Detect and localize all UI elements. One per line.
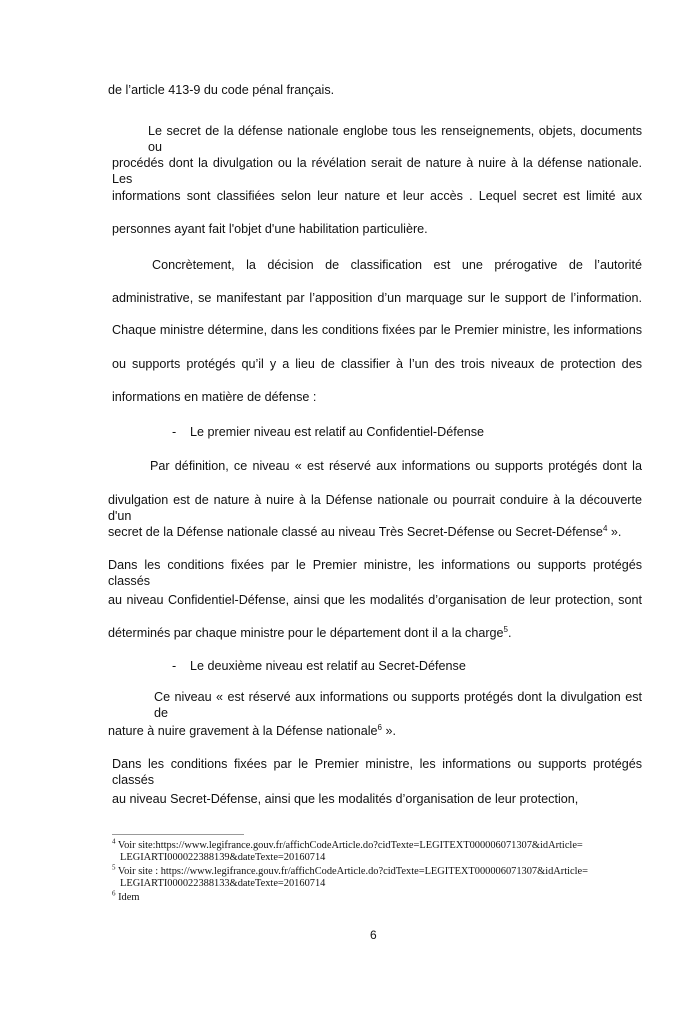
body-text-line: de l’article 413-9 du code pénal français.	[108, 83, 335, 97]
text-segment: secret de la Défense nationale classé au niveau Très Secret-Défense ou Secret-Défense	[108, 525, 603, 539]
text-segment: .	[507, 626, 512, 640]
body-text-line: au niveau Confidentiel-Défense, ainsi que les modalités d’organisation de leur protection, sont	[108, 593, 642, 607]
body-text-line: Dans les conditions fixées par le Premier ministre, les informations ou supports protégés classés	[108, 558, 642, 588]
footnote	[112, 837, 583, 852]
text-segment: ».	[382, 724, 397, 738]
footnote-text: Voir site:https://www.legifrance.gouv.fr/affichCodeArticle.do?cidTexte=LEGITEXT000006071307&idArticle=	[115, 840, 583, 851]
body-text-line: Chaque ministre détermine, dans les conditions fixées par le Premier ministre, les informations	[112, 323, 642, 337]
bullet-text: Le deuxième niveau est relatif au Secret-Défense	[190, 659, 466, 673]
bullet-text: Le premier niveau est relatif au Confidentiel-Défense	[190, 425, 485, 439]
footnote-ref: 5	[503, 624, 508, 634]
body-text-line: Ce niveau « est réservé aux informations ou supports protégés dont la divulgation est de	[154, 690, 642, 720]
footnote-number: 4	[112, 837, 116, 846]
body-text-line: procédés dont la divulgation ou la révélation serait de nature à nuire à la défense nationale. Les	[112, 156, 642, 186]
footnote-divider	[112, 834, 244, 835]
bullet-dash: -	[172, 425, 177, 439]
body-text-line: personnes ayant fait l'objet d'une habilitation particulière.	[112, 222, 428, 236]
footnote-number: 6	[112, 889, 116, 898]
body-text-line: au niveau Secret-Défense, ainsi que les modalités d’organisation de leur protection,	[112, 792, 579, 806]
footnote-ref: 4	[602, 523, 608, 533]
body-text-line: ou supports protégés qu’il y a lieu de classifier à l’un des trois niveaux de protection des	[112, 357, 642, 371]
body-text-line: administrative, se manifestant par l’apposition d’un marquage sur le support de l’information.	[112, 291, 642, 305]
text-segment: ».	[607, 525, 622, 539]
body-text-line: Le secret de la défense nationale englobe tous les renseignements, objets, documents ou	[148, 124, 642, 154]
body-text-line	[108, 625, 511, 641]
footnote-text: Idem	[115, 892, 140, 903]
bullet-dash: -	[172, 659, 177, 673]
footnote	[112, 863, 588, 878]
body-text-line: divulgation est de nature à nuire à la Défense nationale ou pourrait conduire à la découverte d'un	[108, 493, 642, 523]
footnote	[112, 889, 140, 904]
footnote-number: 5	[112, 863, 116, 872]
bullet-item	[172, 658, 466, 674]
body-text-line: Par définition, ce niveau « est réservé aux informations ou supports protégés dont la	[150, 459, 642, 473]
text-segment: déterminés par chaque ministre pour le département dont il a la charge	[108, 626, 504, 640]
body-text-line: Concrètement, la décision de classification est une prérogative de l’autorité	[152, 258, 642, 272]
body-text-line: informations sont classifiées selon leur nature et leur accès . Lequel secret est limité aux	[112, 189, 642, 203]
body-text-line: Dans les conditions fixées par le Premier ministre, les informations ou supports protégés classés	[112, 757, 642, 787]
text-segment: nature à nuire gravement à la Défense nationale	[108, 724, 378, 738]
footnote-text: Voir site : https://www.legifrance.gouv.fr/affichCodeArticle.do?cidTexte=LEGITEXT000006071307&idArticle=	[115, 866, 588, 877]
footnote-ref: 6	[377, 722, 382, 732]
footnote-continuation: LEGIARTI000022388139&dateTexte=20160714	[120, 852, 326, 863]
body-text-line: informations en matière de défense :	[112, 390, 317, 404]
bullet-item	[172, 424, 484, 440]
body-text-line	[108, 723, 396, 739]
body-text-line	[108, 524, 621, 540]
page-number: 6	[370, 928, 377, 942]
footnote-continuation: LEGIARTI000022388133&dateTexte=20160714	[120, 878, 326, 889]
